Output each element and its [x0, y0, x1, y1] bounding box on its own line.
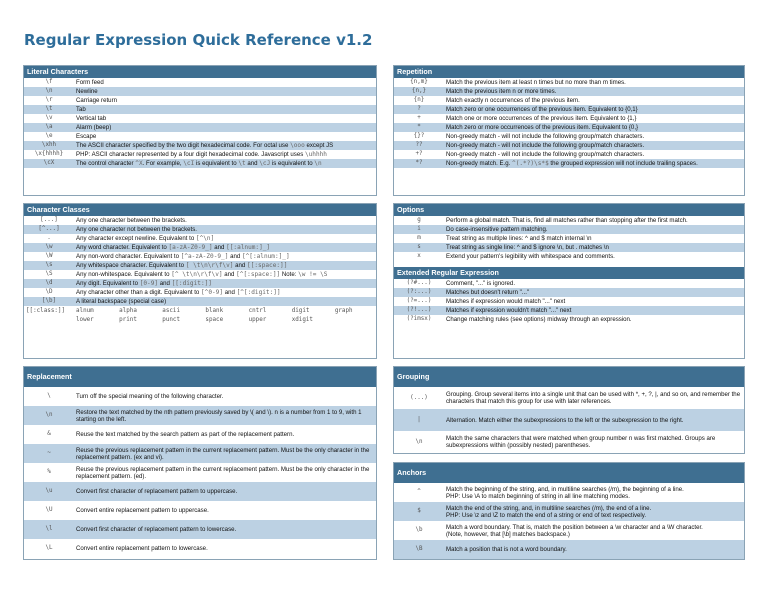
replacement-heading: Replacement	[24, 367, 376, 387]
options-table	[394, 216, 744, 261]
posix-class: blank	[205, 308, 224, 314]
inline-code: ^(.*?)\s*$	[512, 160, 549, 167]
desc-cell: Form feed	[76, 79, 104, 86]
desc-cell	[444, 521, 744, 540]
anchors-panel	[393, 462, 745, 560]
desc-text: and	[212, 244, 227, 251]
table-row	[24, 406, 376, 425]
table-row	[394, 132, 744, 141]
desc-text: Match the end of the string, and, in multiline searches (/m), the end of a line.	[446, 504, 652, 512]
table-row	[24, 105, 376, 114]
desc-cell: Treat string as single line: ^ and $ ignore \n, but . matches \n	[444, 243, 744, 252]
inline-code: [^0-9]	[201, 289, 224, 296]
desc-cell: Vertical tab	[76, 115, 107, 122]
code-cell: \u	[24, 482, 74, 501]
desc-cell	[74, 270, 376, 279]
desc-cell: Convert first character of replacement pattern to lowercase.	[74, 520, 376, 539]
desc-text: except JS	[304, 142, 334, 149]
desc-text: Any non-word character. Equivalent to	[76, 253, 181, 260]
table-row	[24, 159, 376, 168]
code-cell: \S	[45, 271, 53, 277]
table-row	[24, 123, 376, 132]
desc-cell	[74, 261, 376, 270]
desc-text: PHP: Use \z and \Z to match the end of a string or end of text respectively.	[446, 511, 647, 519]
code-cell: \U	[45, 507, 53, 513]
posix-class: print	[119, 317, 137, 323]
table-row	[394, 225, 744, 234]
code-cell: ~	[24, 444, 74, 463]
extended-regex-heading: Extended Regular Expression	[394, 267, 744, 279]
page-title: Regular Expression Quick Reference v1.2	[24, 31, 373, 49]
code-cell: (?#...)	[406, 280, 432, 286]
code-cell: {n,m}	[410, 79, 428, 85]
table-row	[24, 132, 376, 141]
desc-text: Any whitespace character. Equivalent to	[76, 262, 186, 269]
inline-code: [^a-zA-Z0-9_]	[180, 253, 229, 260]
posix-label: [[:class:]]	[26, 308, 66, 314]
code-cell: |	[394, 409, 444, 431]
table-row	[394, 243, 744, 252]
inline-code: [0-9]	[139, 280, 159, 287]
table-row	[394, 431, 744, 453]
table-row	[394, 78, 744, 87]
table-row	[24, 307, 376, 316]
table-row	[24, 520, 376, 539]
code-cell: +	[417, 115, 421, 121]
code-cell: (?:...)	[394, 288, 444, 297]
posix-classes-table	[24, 307, 376, 325]
character-classes-table	[24, 216, 376, 306]
table-row	[394, 279, 744, 288]
inline-code: [^[:alnum:]_]	[241, 253, 290, 260]
desc-cell: Any one character between the brackets.	[76, 217, 187, 224]
code-cell: \W	[45, 253, 53, 259]
code-cell: ??	[394, 141, 444, 150]
desc-cell: Match one or more occurrences of the previous item. Equivalent to {1,}	[446, 115, 637, 122]
table-row	[24, 425, 376, 444]
code-cell: \cX	[24, 159, 74, 168]
inline-code: ^X	[135, 160, 143, 167]
table-row	[394, 540, 744, 559]
inline-code: [[:digit:]]	[171, 280, 212, 287]
inline-code: [^\n]	[195, 235, 215, 242]
code-cell: \l	[24, 520, 74, 539]
replacement-panel	[23, 366, 377, 560]
desc-text: Any character except newline. Equivalent to	[76, 235, 196, 242]
anchors-heading: Anchors	[394, 463, 744, 483]
literal-characters-table	[24, 78, 376, 168]
desc-cell	[74, 150, 376, 159]
posix-class: punct	[162, 317, 181, 323]
code-cell: [\b]	[24, 297, 74, 306]
extended-regex-table	[394, 279, 744, 324]
table-row	[24, 87, 376, 96]
desc-cell: Perform a global match. That is, find all matches rather than stopping after the first match.	[446, 217, 688, 224]
desc-cell: Newline	[74, 87, 376, 96]
table-row	[394, 521, 744, 540]
inline-code: [a-zA-Z0-9_]	[168, 244, 213, 251]
table-row	[394, 252, 744, 261]
table-row	[24, 297, 376, 306]
desc-cell: Match a position that is not a word boundary.	[444, 540, 744, 559]
desc-cell	[74, 243, 376, 252]
desc-text: and	[233, 262, 248, 269]
inline-code: [^[:space:]]	[236, 271, 281, 278]
table-row	[24, 463, 376, 482]
table-row	[24, 216, 376, 225]
desc-cell: Matches but doesn't return "..."	[444, 288, 744, 297]
desc-text: Non-greedy match. E.g.	[446, 160, 513, 167]
desc-text: the grouped expression will not include trailing spaces.	[548, 160, 698, 167]
table-row	[24, 387, 376, 406]
desc-cell: Tab	[74, 105, 376, 114]
table-row	[394, 96, 744, 105]
code-cell: (...)	[410, 394, 428, 401]
desc-cell	[444, 159, 744, 168]
desc-cell: Non-greedy match - will not include the following group/match characters.	[446, 133, 645, 140]
code-cell: i	[394, 225, 444, 234]
code-cell: \L	[45, 545, 53, 551]
table-row	[394, 387, 744, 409]
code-cell: [^...]	[24, 225, 74, 234]
desc-cell: Treat string as multiple lines: ^ and $ match internal \n	[446, 235, 592, 242]
code-cell: \a	[24, 123, 74, 132]
code-cell: \f	[45, 79, 53, 85]
table-row	[394, 87, 744, 96]
desc-cell: A literal backspace (special case)	[74, 297, 376, 306]
table-row	[24, 252, 376, 261]
desc-cell	[444, 483, 744, 502]
table-row	[394, 216, 744, 225]
desc-cell: Convert entire replacement pattern to lowercase.	[76, 545, 208, 552]
options-heading: Options	[394, 204, 744, 216]
code-cell: \	[47, 393, 51, 399]
desc-cell: Match zero or one occurrences of the previous item. Equivalent to {0,1}	[444, 105, 744, 114]
repetition-table	[394, 78, 744, 168]
desc-cell: Non-greedy match - will not include the following group/match characters.	[446, 151, 645, 158]
code-cell: \s	[24, 261, 74, 270]
table-row	[24, 96, 376, 105]
code-cell: {n}	[413, 97, 425, 103]
desc-cell: Reuse the text matched by the search pattern as part of the replacement pattern.	[76, 431, 295, 438]
desc-cell: Alternation. Match either the subexpressions to the left or the subexpression to the right.	[444, 409, 744, 431]
inline-code: \cI	[183, 160, 195, 167]
table-row	[394, 288, 744, 297]
desc-text: Match a word boundary. That is, match the position between a \w character and a \W character.	[446, 523, 703, 531]
table-row	[394, 159, 744, 168]
anchors-table	[394, 483, 744, 559]
table-row	[24, 261, 376, 270]
code-cell: $	[394, 502, 444, 521]
code-cell: \xhh	[24, 141, 74, 150]
desc-cell: Carriage return	[76, 97, 117, 104]
desc-cell: Change matching rules (see options) midway through an expression.	[446, 316, 632, 323]
desc-cell	[74, 234, 376, 243]
inline-code: \uhhhh	[304, 151, 327, 158]
desc-cell: Match zero or more occurrences of the previous item. Equivalent to {0,}	[444, 123, 744, 132]
table-row	[24, 482, 376, 501]
desc-text: PHP: Use \A to match beginning of string in all line matching modes.	[446, 492, 630, 500]
character-classes-heading: Character Classes	[24, 204, 376, 216]
desc-cell	[74, 279, 376, 288]
table-row	[394, 483, 744, 502]
posix-class: ascii	[162, 308, 181, 314]
options-panel	[393, 203, 745, 359]
code-cell: \n	[415, 438, 423, 445]
table-row	[394, 306, 744, 315]
table-row	[394, 123, 744, 132]
desc-cell: Match the previous item at least n times but no more than m times.	[446, 79, 626, 86]
literal-characters-panel	[23, 65, 377, 196]
code-cell: \n	[24, 87, 74, 96]
posix-class: graph	[334, 308, 353, 314]
inline-code: [ \t\n\r\f\v]	[185, 262, 234, 269]
code-cell: {n,}	[394, 87, 444, 96]
table-row	[24, 150, 376, 159]
desc-text: Any digit. Equivalent to	[76, 280, 140, 287]
desc-cell	[74, 159, 376, 168]
posix-class: alpha	[119, 308, 137, 314]
table-row	[394, 141, 744, 150]
grouping-table	[394, 387, 744, 453]
table-row	[24, 243, 376, 252]
desc-cell: Non-greedy match - will not include the following group/match characters.	[444, 141, 744, 150]
desc-text: Note:	[280, 271, 299, 278]
table-row	[24, 225, 376, 234]
desc-text: . For example,	[142, 160, 184, 167]
desc-cell: Alarm (beep)	[74, 123, 376, 132]
code-cell: &	[47, 431, 51, 437]
desc-text: and	[245, 160, 260, 167]
table-row	[24, 234, 376, 243]
desc-cell: Reuse the previous replacement pattern in the current replacement pattern. Must be the only character in the replacement pattern. (ex and vi).	[74, 444, 376, 463]
desc-text: Any character other than a digit. Equivalent to	[76, 289, 201, 296]
desc-text: (Note, however, that [\b] matches backspace.)	[446, 530, 570, 538]
desc-cell	[74, 252, 376, 261]
code-cell: %	[47, 469, 51, 475]
desc-cell: Extend your pattern's legibility with whitespace and comments.	[446, 253, 615, 260]
desc-cell: Escape	[76, 133, 97, 140]
code-cell: \B	[394, 540, 444, 559]
code-cell: (?!...)	[394, 306, 444, 315]
table-row	[394, 105, 744, 114]
desc-text: is equivalent to	[194, 160, 239, 167]
table-row	[24, 141, 376, 150]
posix-class: space	[205, 317, 224, 323]
code-cell: \w	[24, 243, 74, 252]
table-row	[394, 502, 744, 521]
code-cell: \t	[24, 105, 74, 114]
inline-code: \n	[314, 160, 322, 167]
table-row	[24, 270, 376, 279]
inline-code: [^ \t\n\r\f\v]	[171, 271, 223, 278]
table-row	[24, 501, 376, 520]
desc-cell: Matches if expression wouldn't match "..." next	[444, 306, 744, 315]
desc-cell: Turn off the special meaning of the following character.	[76, 393, 224, 400]
code-cell: \b	[415, 527, 423, 533]
inline-code: \w != \S	[298, 271, 328, 278]
table-row	[394, 234, 744, 243]
code-cell: g	[417, 217, 421, 223]
code-cell: \x{hhhh}	[34, 151, 64, 157]
code-cell: \d	[24, 279, 74, 288]
desc-cell: Grouping. Group several items into a single unit that can be used with *, +, ?, |, and so on, and remember the characters that match this group for use with later references.	[446, 391, 741, 405]
code-cell: (?imsx)	[406, 316, 432, 322]
literal-characters-heading: Literal Characters	[24, 66, 376, 78]
code-cell: \e	[45, 133, 53, 139]
code-cell: m	[417, 235, 421, 241]
repetition-heading: Repetition	[394, 66, 744, 78]
inline-code: \t	[238, 160, 246, 167]
table-row	[394, 114, 744, 123]
desc-text: Match the beginning of the string, and, in multiline searches (/m), the beginning of a line.	[446, 485, 684, 493]
code-cell: .	[47, 235, 51, 241]
code-cell: +?	[415, 151, 423, 157]
table-row	[24, 78, 376, 87]
desc-cell: Reuse the previous replacement pattern in the current replacement pattern. Must be the only character in the replacement pattern. (ed).	[76, 465, 370, 480]
code-cell: \D	[45, 289, 53, 295]
grouping-heading: Grouping	[394, 367, 744, 387]
code-cell: *?	[394, 159, 444, 168]
desc-cell	[74, 288, 376, 297]
desc-text: and	[228, 253, 242, 260]
table-row	[394, 297, 744, 306]
desc-text: PHP: ASCII character represented by a four digit hexadecimal code. Javascript uses	[76, 151, 305, 158]
table-row	[24, 279, 376, 288]
table-row	[24, 114, 376, 123]
desc-text: Any non-whitespace. Equivalent to	[76, 271, 172, 278]
code-cell: s	[394, 243, 444, 252]
posix-class: xdigit	[291, 317, 313, 323]
inline-code: [[:alnum:]_]	[226, 244, 271, 251]
code-cell: ?	[394, 105, 444, 114]
desc-cell: Match the same characters that were matched when group number n was first matched. Groups are subexpressions within (possibly nested) parentheses.	[446, 435, 716, 449]
desc-cell	[444, 502, 744, 521]
table-row	[394, 150, 744, 159]
code-cell: *	[394, 123, 444, 132]
desc-text: Any word character. Equivalent to	[76, 244, 169, 251]
inline-code: [[:space:]]	[247, 262, 288, 269]
desc-cell: Match the previous item n or more times.	[444, 87, 744, 96]
desc-cell: Any one character not between the brackets.	[74, 225, 376, 234]
code-cell: (?=...)	[406, 298, 432, 304]
replacement-table	[24, 387, 376, 558]
table-row	[24, 444, 376, 463]
desc-text: The control character	[76, 160, 136, 167]
table-row	[394, 315, 744, 324]
inline-code: \ooo	[290, 142, 305, 149]
grouping-panel	[393, 366, 745, 454]
inline-code: [^[:digit:]]	[236, 289, 281, 296]
desc-text: and	[223, 289, 237, 296]
desc-cell: Restore the text matched by the nth pattern previously saved by \( and \). n is a number from 1 to 9, with 1 starting on the left.	[74, 406, 376, 425]
code-cell: ^	[417, 489, 421, 495]
repetition-panel	[393, 65, 745, 196]
table-row	[24, 316, 376, 325]
code-cell: \v	[45, 115, 53, 121]
posix-class: digit	[291, 308, 310, 314]
code-cell: [...]	[40, 217, 58, 223]
posix-class: alnum	[76, 308, 94, 314]
desc-cell: Convert entire replacement pattern to uppercase.	[76, 507, 209, 514]
desc-cell: Matches if expression would match "..." next	[446, 298, 566, 305]
desc-text: and	[222, 271, 237, 278]
table-row	[394, 409, 744, 431]
code-cell: {}?	[413, 133, 425, 139]
character-classes-panel	[23, 203, 377, 359]
desc-text: The ASCII character specified by the two digit hexadecimal code. For octal use	[76, 142, 291, 149]
code-cell: \n	[24, 406, 74, 425]
desc-cell: Match exactly n occurrences of the previous item.	[446, 97, 580, 104]
code-cell: \r	[45, 97, 53, 103]
table-row	[24, 288, 376, 297]
desc-cell: Do case-insensitive pattern matching.	[444, 225, 744, 234]
posix-class: cntrl	[248, 308, 267, 314]
desc-text: and	[158, 280, 172, 287]
desc-cell	[74, 141, 376, 150]
posix-class: lower	[76, 317, 94, 323]
code-cell: x	[417, 253, 421, 259]
desc-cell: Comment, "..." is ignored.	[446, 280, 516, 287]
table-row	[24, 539, 376, 558]
desc-text: is equivalent to	[270, 160, 315, 167]
desc-cell: Convert first character of replacement pattern to uppercase.	[74, 482, 376, 501]
posix-class: upper	[248, 317, 267, 323]
inline-code: \cJ	[259, 160, 271, 167]
